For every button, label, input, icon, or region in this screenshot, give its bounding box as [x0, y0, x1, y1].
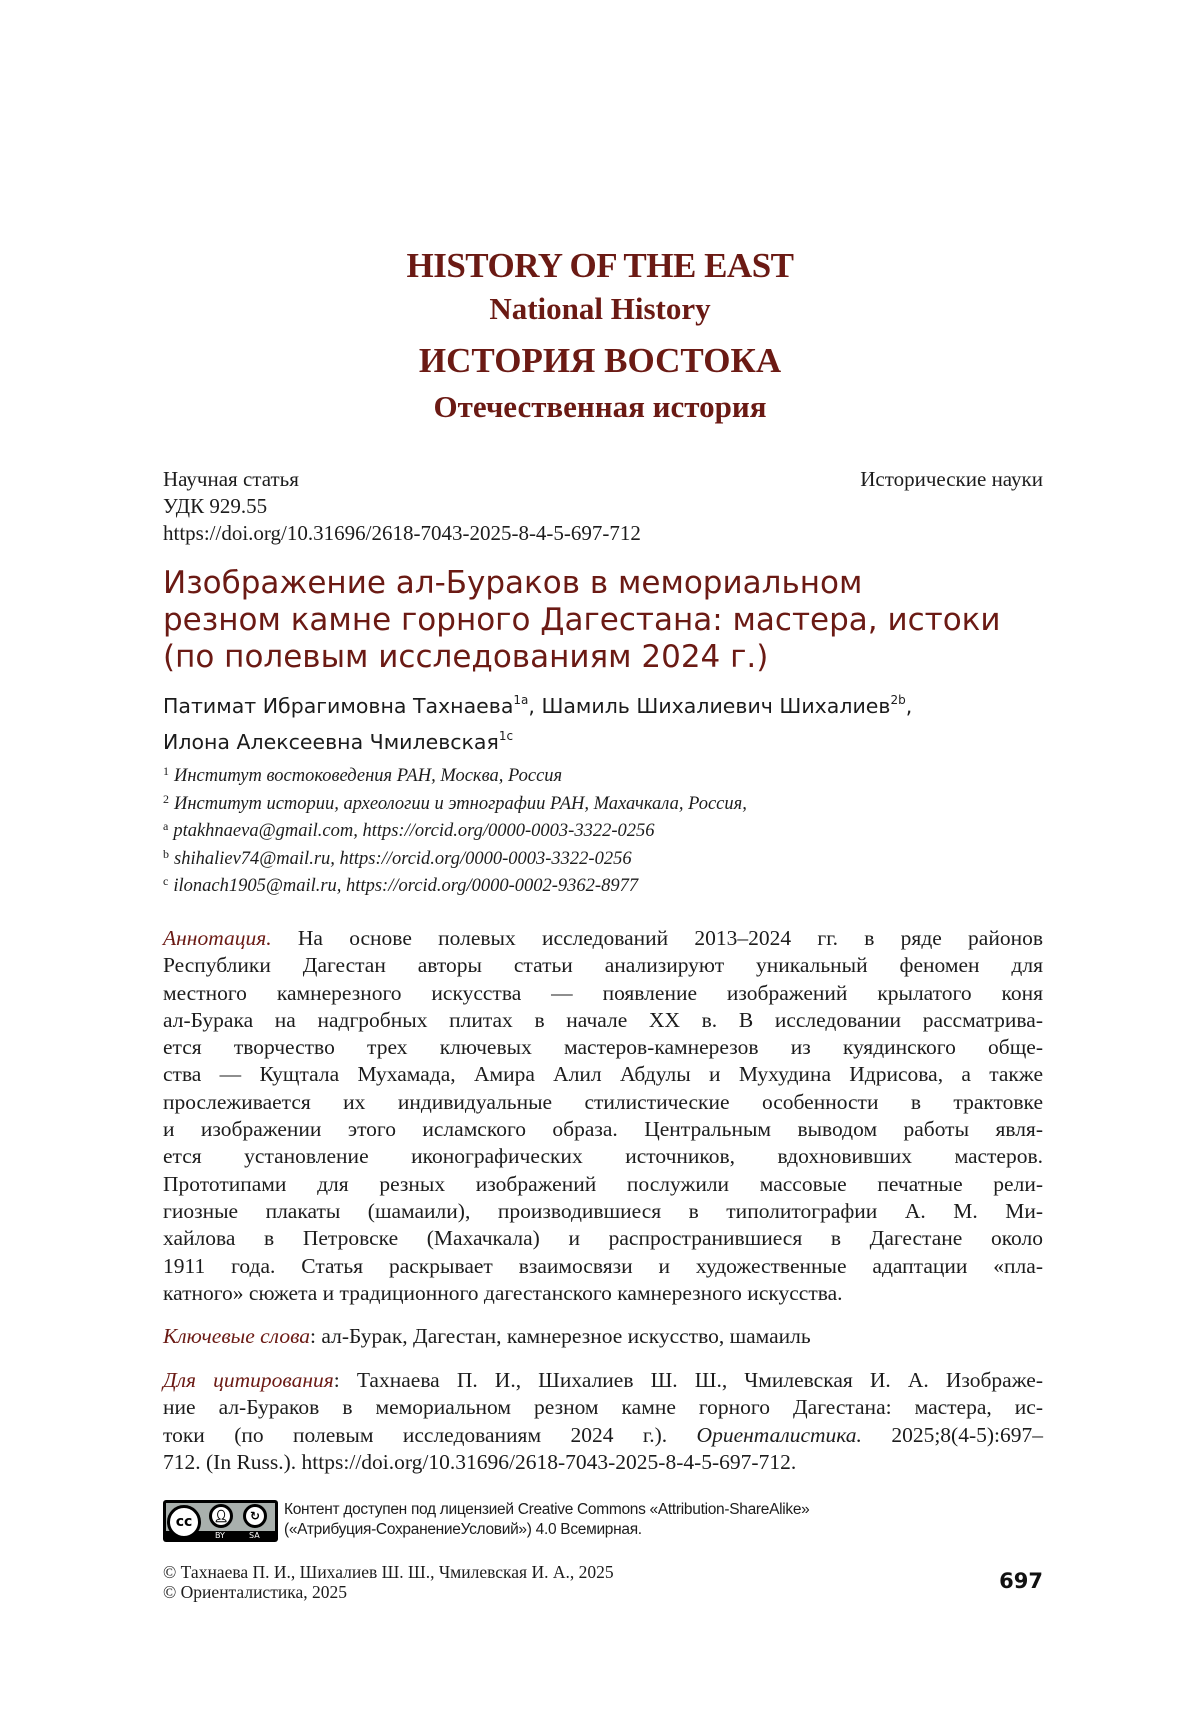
affiliation-contact[interactable]: shihaliev74@mail.ru, https://orcid.org/0000-0003-3322-0256 — [174, 848, 632, 869]
abstract-line: 1911 года. Статья раскрывает взаимосвязи и художественные адаптации «пла- — [163, 1253, 1043, 1278]
affiliation-contact[interactable]: ilonach1905@mail.ru, https://orcid.org/0000-0002-9362-8977 — [173, 876, 639, 896]
license-text — [284, 1500, 810, 1540]
abstract-line: ется творчество трех ключевых мастеров-камнерезов из куядинского обще- — [163, 1035, 1043, 1060]
abstract-line: местного камнерезного искусства — появление изображений крылатого коня — [163, 980, 1043, 1005]
abstract-first-text: На основе полевых исследований 2013–2024 гг. в ряде районов — [297, 926, 1044, 950]
abstract-line: катного» сюжета и традиционного дагестанского камнерезного искусства. — [163, 1280, 843, 1305]
article-title-line: Изображение ал-Бураков в мемориальном — [163, 565, 863, 601]
affiliation-marker: a — [163, 819, 169, 833]
section-title-ru: ИСТОРИЯ ВОСТОКА — [418, 341, 782, 380]
affiliation-item — [163, 818, 1063, 846]
abstract-line: прослеживается их индивидуальные стилистические особенности в трактовке — [163, 1089, 1043, 1114]
author-name: Шамиль Шихалиевич Шихалиев — [541, 694, 891, 718]
share-alike-icon: ↻ — [243, 1504, 267, 1528]
article-title-line: (по полевым исследованиям 2024 г.) — [163, 639, 769, 675]
article-title-line: резном камне горного Дагестана: мастера, истоки — [163, 602, 1001, 638]
abstract-line: и изображении этого исламского образа. Центральным выводом работы явля- — [163, 1117, 1043, 1142]
author-marker: 2b — [890, 693, 906, 707]
author-name: Илона Алексеевна Чмилевская — [163, 730, 499, 754]
section-subtitle-ru: Отечественная история — [433, 389, 767, 424]
cc-icon: cc — [167, 1505, 201, 1539]
citation-label: Для цитирования — [163, 1368, 334, 1392]
section-header — [0, 246, 1200, 427]
affiliations — [163, 763, 1063, 901]
author-marker: 1a — [513, 693, 529, 707]
affiliation-item — [163, 846, 1063, 874]
badge-label-by: BY — [215, 1531, 225, 1540]
author-name: Патимат Ибрагимовна Тахнаева — [163, 694, 514, 718]
author-marker: 1c — [498, 729, 514, 743]
affiliation-text: Институт востоковедения РАН, Москва, Россия — [174, 766, 563, 786]
section-subtitle-en: National History — [489, 291, 711, 326]
authors-line-1 — [163, 688, 1063, 724]
affiliation-item — [163, 763, 1063, 791]
section-title-en: HISTORY OF THE EAST — [406, 246, 794, 285]
citation-doi-line[interactable]: 712. (In Russ.). https://doi.org/10.31696/2618-7043-2025-8-4-5-697-712. — [163, 1449, 797, 1474]
page-number: 697 — [999, 1569, 1043, 1593]
cc-by-sa-badge[interactable] — [163, 1500, 278, 1542]
abstract-line: Прототипами для резных изображений послужили массовые печатные рели- — [163, 1171, 1043, 1196]
abstract — [163, 925, 1043, 1307]
author-separator: , — [905, 694, 913, 718]
citation-text: 2025;8(4-5):697– — [861, 1422, 1043, 1447]
abstract-line: ства — Кущтала Мухамада, Амира Алил Абдулы и Мухудина Идрисова, а также — [163, 1062, 1043, 1087]
affiliation-text: Институт истории, археологии и этнографии РАН, Махачкала, Россия, — [174, 793, 747, 814]
citation-line: ние ал-Бураков в мемориальном резном камне горного Дагестана: мастера, ис- — [163, 1395, 1043, 1420]
abstract-line: ал-Бурака на надгробных плитах в начале XX в. В исследовании рассматрива- — [163, 1007, 1043, 1032]
abstract-line: хайлова в Петровске (Махачкала) и распространившиеся в Дагестане около — [163, 1226, 1043, 1251]
abstract-label: Аннотация. — [163, 926, 272, 950]
authors-line-2 — [163, 724, 1063, 760]
affiliation-marker: b — [163, 846, 169, 861]
copyright-authors: © Тахнаева П. И., Шихалиев Ш. Ш., Чмилевская И. А., 2025 — [163, 1562, 614, 1582]
abstract-line: Республики Дагестан авторы статьи анализируют уникальный феномен для — [163, 953, 1043, 978]
badge-label-sa: SA — [249, 1531, 260, 1540]
citation-line — [163, 1422, 1043, 1449]
abstract-line: ется установление иконографических источников, вдохновивших мастеров. — [163, 1144, 1043, 1169]
affiliation-marker: 2 — [163, 791, 169, 806]
citation-line — [163, 1367, 1043, 1394]
affiliation-item — [163, 873, 1063, 901]
article-doi-link[interactable]: https://doi.org/10.31696/2618-7043-2025-8-4-5-697-712 — [163, 521, 641, 545]
affiliation-marker: c — [163, 874, 169, 888]
article-title — [163, 565, 1053, 676]
keywords-text: : ал-Бурак, Дагестан, камнерезное искусство, шамаиль — [310, 1324, 811, 1348]
affiliation-item — [163, 791, 1063, 819]
article-type: Научная статья — [163, 467, 299, 491]
keywords — [163, 1323, 1063, 1350]
abstract-line — [163, 925, 1043, 952]
license-block — [163, 1500, 1063, 1542]
attribution-icon: 👤︎ — [209, 1504, 233, 1528]
article-field: Исторические науки — [860, 467, 1043, 491]
article-udk: УДК 929.55 — [163, 494, 268, 518]
citation-text: токи (по полевым исследованиям 2024 г.). — [163, 1422, 697, 1447]
abstract-line: гиозные плакаты (шамаили), производившиеся в типолитографии А. М. Ми- — [163, 1198, 1043, 1223]
license-line: Контент доступен под лицензией Creative Commons «Attribution-ShareAlike» — [284, 1501, 810, 1518]
copyright-journal: © Ориенталистика, 2025 — [163, 1582, 347, 1602]
affiliation-contact[interactable]: ptakhnaeva@gmail.com, https://orcid.org/0000-0003-3322-0256 — [173, 821, 655, 841]
authors — [163, 688, 1063, 760]
citation-text: : Тахнаева П. И., Шихалиев Ш. Ш., Чмилевская И. А. Изображе- — [333, 1368, 1043, 1392]
citation — [163, 1367, 1043, 1476]
citation-journal: Ориенталистика. — [696, 1422, 862, 1447]
copyright — [163, 1562, 863, 1602]
affiliation-marker: 1 — [163, 764, 169, 778]
license-line: («Атрибуция-СохранениеУсловий») 4.0 Всемирная. — [284, 1521, 642, 1538]
author-separator: , — [528, 694, 542, 718]
keywords-label: Ключевые слова — [163, 1324, 311, 1348]
